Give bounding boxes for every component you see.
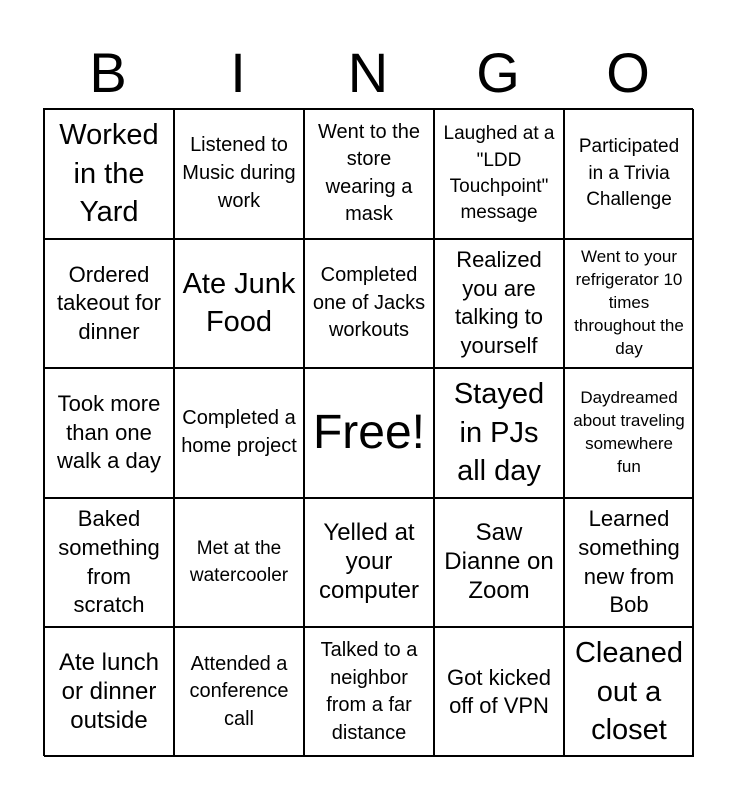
bingo-cell[interactable]: Laughed at a "LDD Touchpoint" message	[434, 109, 564, 239]
bingo-cell[interactable]: Realized you are talking to yourself	[434, 239, 564, 369]
bingo-cell[interactable]: Attended a conference call	[174, 627, 304, 757]
header-letter-n: N	[347, 41, 389, 104]
header-letter-o: O	[606, 41, 650, 104]
bingo-cell[interactable]: Completed one of Jacks workouts	[304, 239, 434, 369]
bingo-cell[interactable]: Yelled at your computer	[304, 498, 434, 628]
bingo-cell[interactable]: Ordered takeout for dinner	[44, 239, 174, 369]
bingo-cell[interactable]: Stayed in PJs all day	[434, 368, 564, 498]
header-letter-b: B	[89, 41, 127, 104]
bingo-cell[interactable]: Listened to Music during work	[174, 109, 304, 239]
header-letter-i: I	[230, 41, 246, 104]
bingo-board	[43, 108, 693, 756]
bingo-cell[interactable]: Daydreamed about traveling somewhere fun	[564, 368, 694, 498]
bingo-cell[interactable]: Ate Junk Food	[174, 239, 304, 369]
bingo-cell[interactable]: Completed a home project	[174, 368, 304, 498]
bingo-cell[interactable]: Cleaned out a closet	[564, 627, 694, 757]
bingo-cell[interactable]: Ate lunch or dinner outside	[44, 627, 174, 757]
bingo-cell[interactable]: Went to the store wearing a mask	[304, 109, 434, 239]
bingo-cell[interactable]: Got kicked off of VPN	[434, 627, 564, 757]
bingo-cell[interactable]: Talked to a neighbor from a far distance	[304, 627, 434, 757]
bingo-cell[interactable]: Learned something new from Bob	[564, 498, 694, 628]
free-space-cell[interactable]: Free!	[304, 368, 434, 498]
bingo-cell[interactable]: Met at the watercooler	[174, 498, 304, 628]
bingo-cell[interactable]: Participated in a Trivia Challenge	[564, 109, 694, 239]
bingo-header	[43, 40, 693, 106]
bingo-cell[interactable]: Baked something from scratch	[44, 498, 174, 628]
bingo-cell[interactable]: Saw Dianne on Zoom	[434, 498, 564, 628]
bingo-cell[interactable]: Went to your refrigerator 10 times throughout the day	[564, 239, 694, 369]
bingo-cell[interactable]: Worked in the Yard	[44, 109, 174, 239]
bingo-cell[interactable]: Took more than one walk a day	[44, 368, 174, 498]
header-letter-g: G	[476, 41, 520, 104]
